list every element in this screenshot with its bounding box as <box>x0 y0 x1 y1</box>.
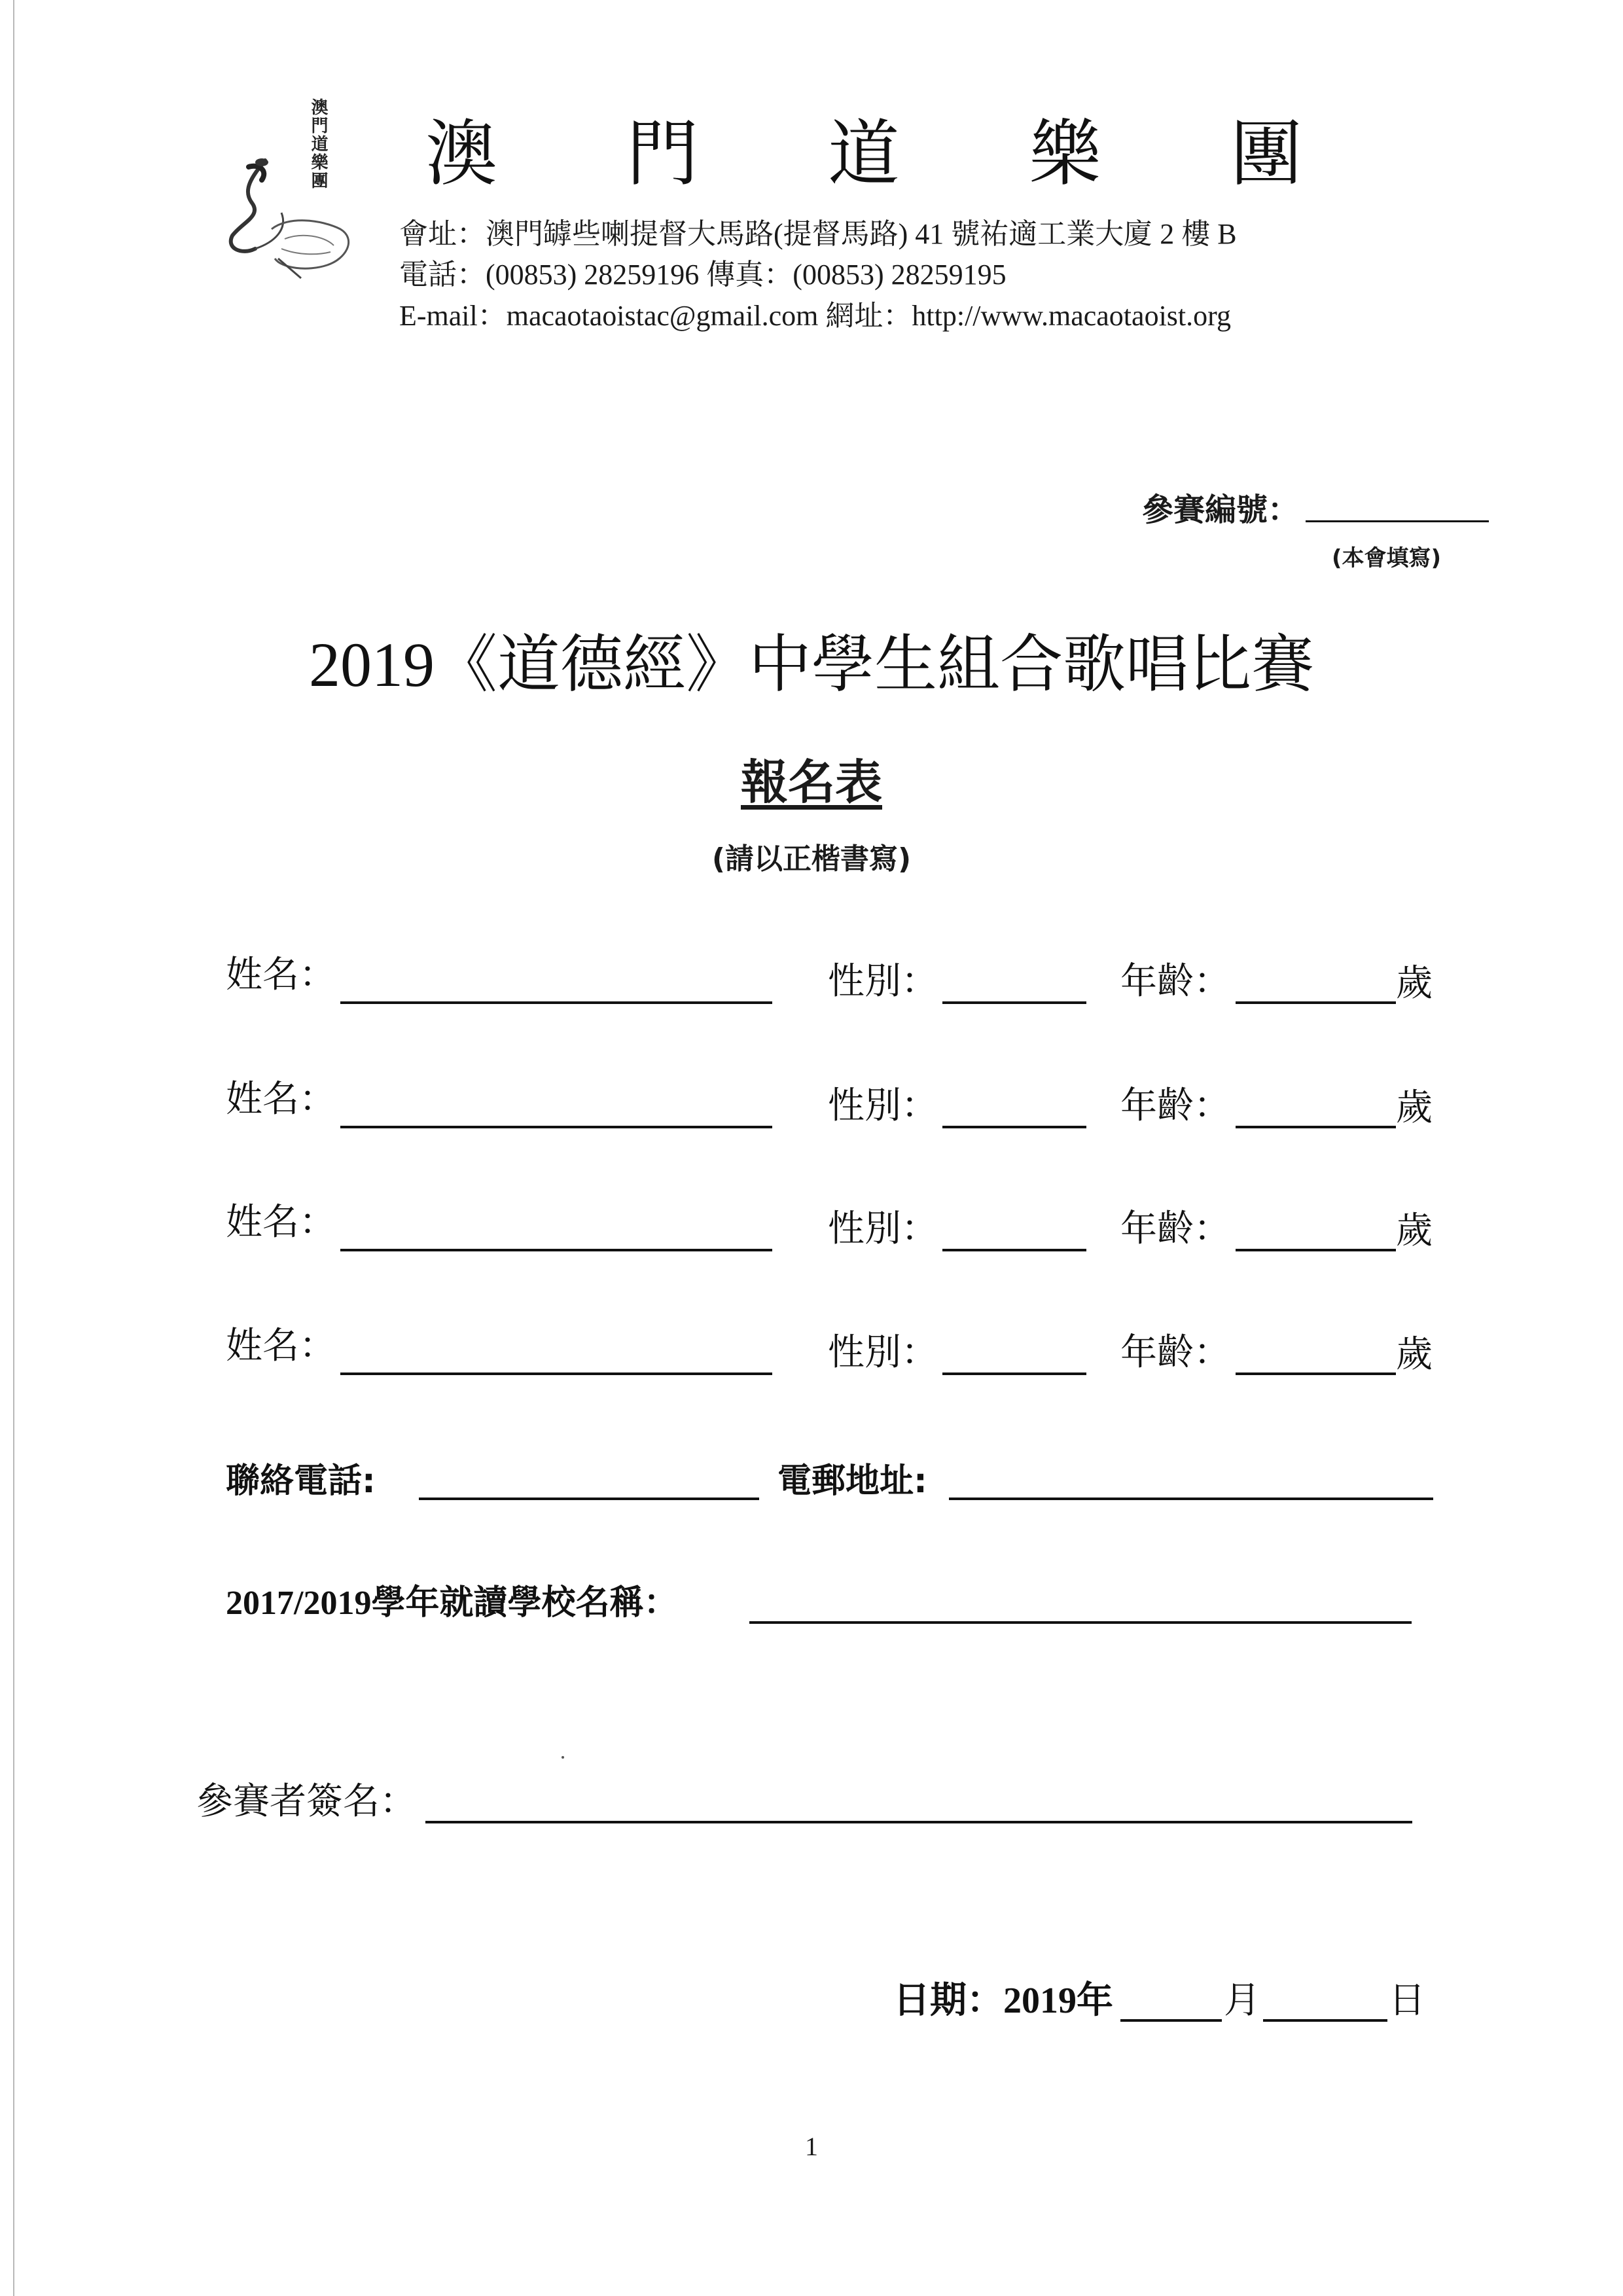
gender-field[interactable] <box>942 1372 1086 1375</box>
age-unit: 歲 <box>1396 962 1433 1005</box>
entry-number-note: (本會填寫) <box>1332 545 1442 571</box>
age-label: 年齡： <box>1120 960 1230 1003</box>
gender-field[interactable] <box>942 1001 1086 1004</box>
org-email-web: E-mail：macaotaoistac@gmail.com 網址：http://www.macaotaoist.org <box>399 300 1231 332</box>
form-instruction: (請以正楷書寫) <box>711 842 912 876</box>
name-field[interactable] <box>340 1126 772 1128</box>
age-label: 年齡： <box>1120 1085 1230 1127</box>
title-text: 《道德經》中學生組合歌唱比賽 <box>435 628 1314 701</box>
phone-label: 聯絡電話: <box>226 1462 376 1501</box>
age-field[interactable] <box>1236 1001 1396 1004</box>
org-char: 團 <box>1230 112 1302 196</box>
age-unit: 歲 <box>1396 1333 1433 1376</box>
org-char: 道 <box>828 112 900 196</box>
gender-label: 性別： <box>828 1331 938 1374</box>
logo-brush-icon <box>216 151 366 281</box>
name-label: 姓名： <box>226 1078 336 1121</box>
gender-field[interactable] <box>942 1126 1086 1128</box>
org-char: 門 <box>626 112 699 196</box>
gender-field[interactable] <box>942 1249 1086 1251</box>
page-number: 1 <box>805 2132 818 2161</box>
form-subtitle: 報名表 <box>740 755 882 810</box>
org-char: 樂 <box>1029 112 1101 196</box>
org-address: 會址：澳門罅些喇提督大馬路(提督馬路) 41 號祐適工業大廈 2 樓 B <box>399 218 1237 250</box>
org-char: 澳 <box>425 112 497 196</box>
gender-label: 性別： <box>828 960 938 1003</box>
email-field[interactable] <box>949 1498 1433 1500</box>
gender-label: 性別： <box>828 1208 938 1250</box>
name-label: 姓名： <box>226 1201 336 1244</box>
school-field[interactable] <box>749 1621 1412 1624</box>
day-unit: 日 <box>1389 1979 1425 2022</box>
title-year: 2019 <box>309 630 435 700</box>
signature-label: 參賽者簽名： <box>196 1780 416 1823</box>
school-label: 2017/2019學年就讀學校名稱： <box>226 1585 678 1622</box>
age-label: 年齡： <box>1120 1208 1230 1250</box>
logo-text: 澳門道樂團 <box>308 98 328 190</box>
age-unit: 歲 <box>1396 1086 1433 1129</box>
entry-number-field[interactable] <box>1306 520 1489 522</box>
email-label: 電郵地址: <box>777 1462 927 1501</box>
name-field[interactable] <box>340 1372 772 1375</box>
org-phone-fax: 電話：(00853) 28259196 傳真：(00853) 28259195 <box>399 259 1007 291</box>
page-edge <box>13 0 14 2296</box>
age-unit: 歲 <box>1396 1210 1433 1252</box>
document-title <box>0 625 1623 704</box>
month-unit: 月 <box>1224 1979 1260 2022</box>
gender-label: 性別： <box>828 1085 938 1127</box>
day-field[interactable] <box>1263 2019 1387 2022</box>
age-field[interactable] <box>1236 1249 1396 1251</box>
phone-field[interactable] <box>419 1498 759 1500</box>
organization-name <box>425 111 1302 196</box>
name-field[interactable] <box>340 1001 772 1004</box>
age-label: 年齡： <box>1120 1331 1230 1374</box>
date-label: 日期：2019年 <box>893 1981 1113 2021</box>
age-field[interactable] <box>1236 1372 1396 1375</box>
name-label: 姓名： <box>226 1325 336 1367</box>
name-field[interactable] <box>340 1249 772 1251</box>
age-field[interactable] <box>1236 1126 1396 1128</box>
entry-number-label: 參賽編號： <box>1142 492 1300 528</box>
scan-speck <box>562 1756 564 1759</box>
month-field[interactable] <box>1120 2019 1222 2022</box>
name-label: 姓名： <box>226 954 336 996</box>
signature-field[interactable] <box>425 1821 1412 1823</box>
